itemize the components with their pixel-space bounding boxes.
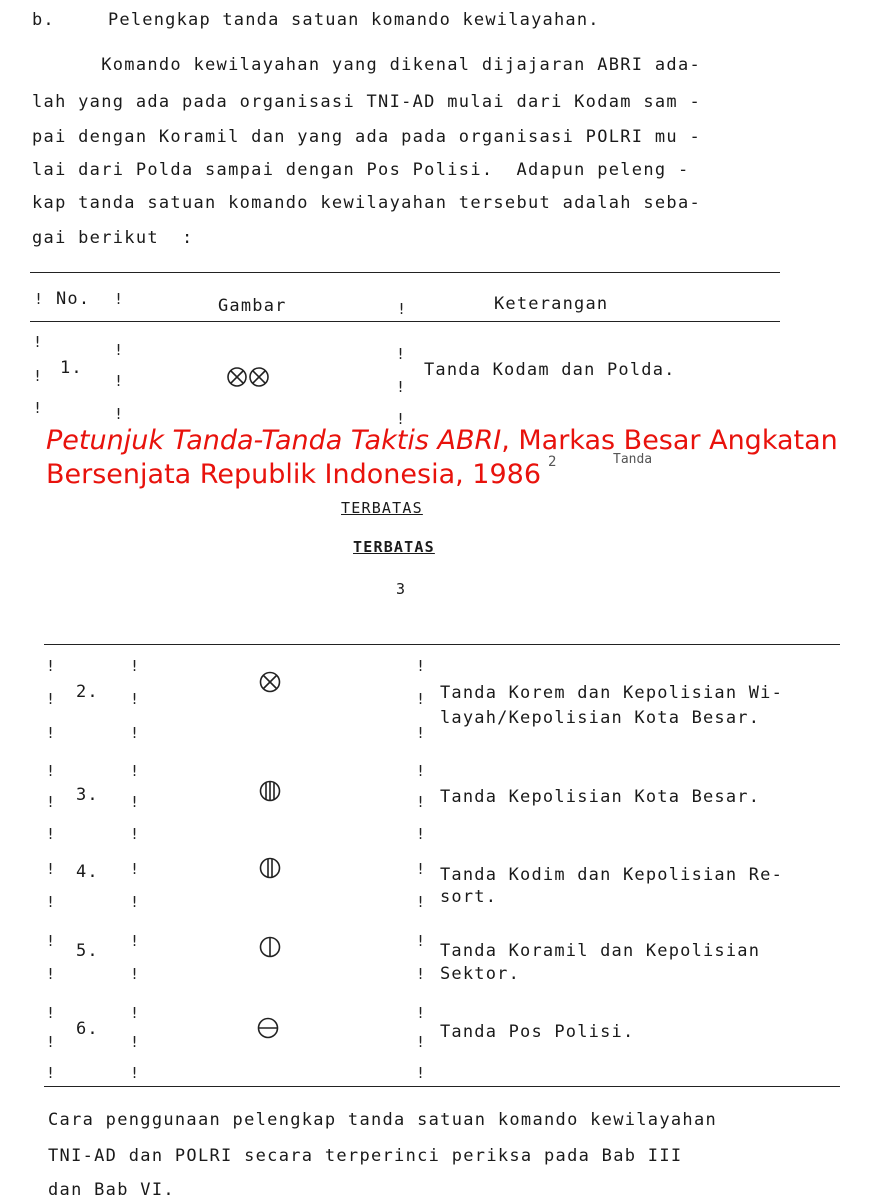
column-separator: ! [130, 724, 140, 742]
column-separator: ! [130, 690, 140, 708]
column-separator: ! [46, 724, 56, 742]
row-number: 4. [76, 862, 99, 882]
column-separator: ! [130, 932, 140, 950]
column-separator: ! [130, 657, 140, 675]
column-separator: ! [416, 825, 426, 843]
column-separator: ! [46, 762, 56, 780]
page1-footer-stamp: TERBATAS [341, 499, 423, 517]
column-separator: ! [34, 290, 44, 308]
caption-rest: , Markas Besar Angkatan Bersenjata Republik Indonesia, 1986 [46, 425, 838, 490]
table-top-rule [30, 272, 780, 273]
table2-bottom-rule [44, 1086, 840, 1087]
header-gambar: Gambar [218, 296, 287, 316]
column-separator: ! [130, 965, 140, 983]
table2-top-rule [44, 644, 840, 645]
paragraph-line: lah yang ada pada organisasi TNI-AD mulai dari Kodam sam - [32, 92, 702, 112]
column-separator: ! [46, 965, 56, 983]
column-separator: ! [416, 893, 426, 911]
row-description-line: Tanda Pos Polisi. [440, 1022, 635, 1042]
row-number: 6. [76, 1019, 99, 1039]
column-separator: ! [416, 932, 426, 950]
header-bottom-rule [30, 321, 780, 322]
column-separator: ! [130, 1004, 140, 1022]
bleed-through-mark: 2 [548, 454, 557, 470]
paragraph-line: Komando kewilayahan yang dikenal dijajaran ABRI ada- [32, 55, 702, 75]
circle-horizontal-bar-icon [257, 1017, 281, 1041]
column-separator: ! [396, 410, 406, 428]
column-separator: ! [114, 405, 124, 423]
row-description-line: Tanda Kepolisian Kota Besar. [440, 787, 761, 807]
row-description-line: Tanda Korem dan Kepolisian Wi- [440, 683, 784, 703]
header-no: No. [56, 289, 91, 309]
column-separator: ! [46, 657, 56, 675]
column-separator: ! [130, 1064, 140, 1082]
column-separator: ! [416, 1033, 426, 1051]
column-separator: ! [46, 1064, 56, 1082]
closing-line: dan Bab VI. [48, 1180, 175, 1200]
column-separator: ! [416, 1064, 426, 1082]
paragraph-line: gai berikut : [32, 228, 194, 248]
row-description-line: Tanda Kodim dan Kepolisian Re- [440, 865, 784, 885]
row-description-line: Sektor. [440, 964, 521, 984]
page-number: 3 [396, 580, 407, 598]
column-separator: ! [46, 1033, 56, 1051]
column-separator: ! [396, 378, 406, 396]
column-separator: ! [46, 793, 56, 811]
column-separator: ! [33, 399, 43, 417]
closing-line: TNI-AD dan POLRI secara terperinci periksa pada Bab III [48, 1146, 683, 1166]
paragraph-line: pai dengan Koramil dan yang ada pada organisasi POLRI mu - [32, 127, 702, 147]
column-separator: ! [46, 860, 56, 878]
column-separator: ! [416, 762, 426, 780]
bleed-through-text: Tanda [613, 452, 653, 467]
column-separator: ! [46, 825, 56, 843]
column-separator: ! [130, 793, 140, 811]
column-separator: ! [33, 367, 43, 385]
column-separator: ! [46, 1004, 56, 1022]
column-separator: ! [416, 860, 426, 878]
column-separator: ! [416, 724, 426, 742]
column-separator: ! [397, 300, 407, 318]
circle-three-bars-icon [259, 780, 283, 804]
column-separator: ! [130, 893, 140, 911]
row-description-line: sort. [440, 887, 498, 907]
column-separator: ! [416, 793, 426, 811]
row-number: 5. [76, 941, 99, 961]
paragraph-line: kap tanda satuan komando kewilayahan tersebut adalah seba- [32, 193, 702, 213]
column-separator: ! [46, 932, 56, 950]
source-caption [46, 424, 846, 492]
section-marker: b. [32, 10, 55, 30]
double-crossed-circle-icon [226, 366, 276, 390]
circle-two-bars-icon [259, 857, 283, 881]
column-separator: ! [114, 372, 124, 390]
paragraph-line: lai dari Polda sampai dengan Pos Polisi. Adapun peleng - [32, 160, 690, 180]
row-number: 2. [76, 682, 99, 702]
row-description: Tanda Kodam dan Polda. [424, 360, 676, 380]
section-heading: Pelengkap tanda satuan komando kewilayahan. [108, 10, 600, 30]
column-separator: ! [416, 1004, 426, 1022]
crossed-circle-icon [259, 671, 283, 695]
column-separator: ! [130, 1033, 140, 1051]
page2-header-stamp: TERBATAS [353, 538, 435, 556]
column-separator: ! [416, 965, 426, 983]
column-separator: ! [46, 690, 56, 708]
column-separator: ! [114, 290, 124, 308]
column-separator: ! [416, 690, 426, 708]
circle-one-bar-icon [259, 936, 283, 960]
row-description-line: layah/Kepolisian Kota Besar. [440, 708, 761, 728]
header-keterangan: Keterangan [494, 294, 609, 314]
closing-line: Cara penggunaan pelengkap tanda satuan komando kewilayahan [48, 1110, 718, 1130]
row-number: 1. [60, 358, 83, 378]
column-separator: ! [416, 657, 426, 675]
column-separator: ! [130, 762, 140, 780]
column-separator: ! [130, 860, 140, 878]
column-separator: ! [46, 893, 56, 911]
column-separator: ! [114, 341, 124, 359]
row-description-line: Tanda Koramil dan Kepolisian [440, 941, 761, 961]
column-separator: ! [33, 333, 43, 351]
caption-title: Petunjuk Tanda-Tanda Taktis ABRI [46, 425, 502, 456]
row-number: 3. [76, 785, 99, 805]
column-separator: ! [396, 345, 406, 363]
column-separator: ! [130, 825, 140, 843]
